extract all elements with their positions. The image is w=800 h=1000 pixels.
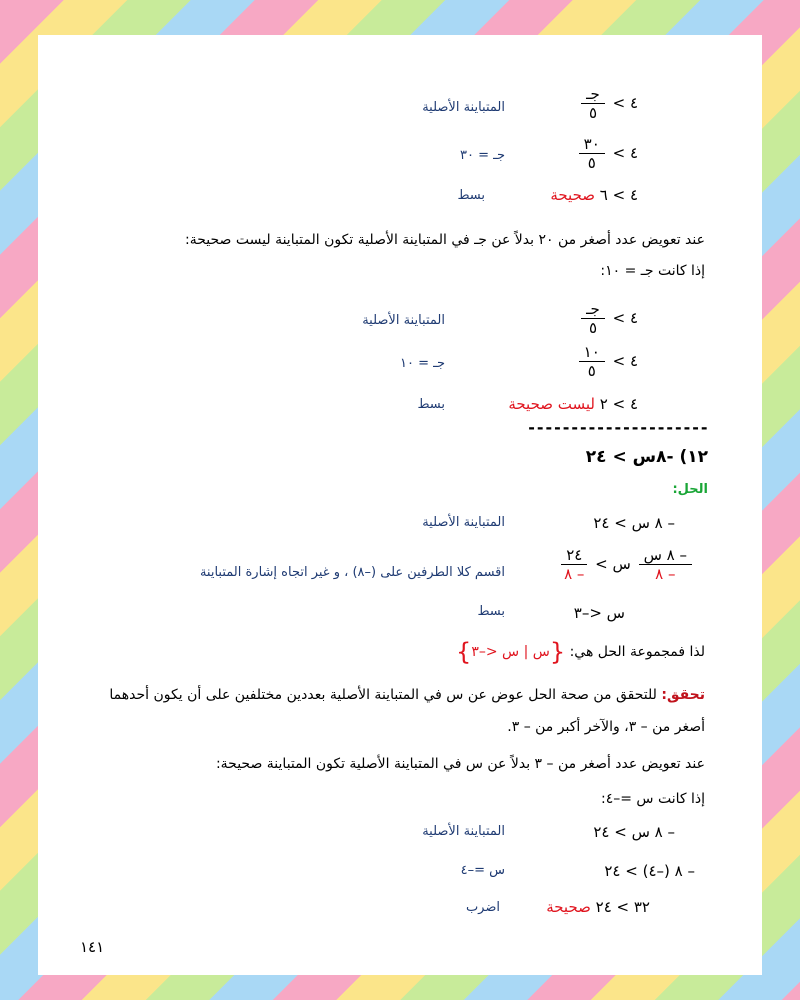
note: س =–٤ bbox=[460, 863, 505, 878]
inequality-original bbox=[578, 85, 638, 122]
expression: ٤ > ٦ bbox=[599, 186, 638, 204]
fraction bbox=[579, 135, 605, 172]
fraction bbox=[581, 300, 605, 337]
paragraph: عند تعويض عدد أصغر من ٢٠ بدلاً عن جـ في المتباينة الأصلية تكون المتباينة ليست صحيحة: bbox=[185, 232, 705, 248]
status-false: ليست صحيحة bbox=[508, 395, 595, 413]
solution-set-value: س | س <–٣ bbox=[471, 644, 550, 660]
operator: > bbox=[612, 144, 626, 162]
lhs: ٤ bbox=[629, 144, 638, 162]
paragraph: إذا كانت جـ = ١٠: bbox=[600, 263, 705, 279]
denominator: – ٨ bbox=[564, 565, 585, 583]
note: المتباينة الأصلية bbox=[362, 313, 445, 328]
expression: ٤ > ٢ bbox=[599, 395, 638, 413]
denominator: ٥ bbox=[587, 154, 596, 172]
solution-set-label: لذا فمجموعة الحل هي: bbox=[569, 644, 705, 660]
inequality-divided bbox=[558, 546, 695, 583]
operator: > bbox=[612, 352, 626, 370]
operator: > bbox=[612, 94, 626, 112]
inequality-simplified: س <–٣ bbox=[573, 604, 625, 622]
note: المتباينة الأصلية bbox=[422, 824, 505, 839]
solution-label: الحل: bbox=[672, 482, 708, 497]
denominator: ٥ bbox=[588, 319, 597, 337]
separator: --------------------- bbox=[526, 418, 708, 437]
inequality-simplified bbox=[550, 186, 638, 204]
inequality-substituted bbox=[576, 135, 638, 172]
brace: } bbox=[456, 638, 472, 666]
denominator: – ٨ bbox=[655, 565, 676, 583]
page-number: ١٤١ bbox=[80, 938, 105, 956]
check-label: تحقق: bbox=[661, 687, 705, 703]
note: بسط bbox=[457, 188, 485, 203]
fraction bbox=[579, 343, 605, 380]
note: جـ = ٣٠ bbox=[460, 148, 505, 163]
numerator: جـ bbox=[581, 300, 605, 319]
inequality-substituted bbox=[576, 343, 638, 380]
status-true: صحيحة bbox=[550, 186, 595, 204]
inequality-original bbox=[578, 300, 638, 337]
fraction bbox=[561, 546, 587, 583]
inequality-simplified bbox=[546, 898, 650, 916]
note: جـ = ١٠ bbox=[400, 356, 445, 371]
note: اضرب bbox=[465, 900, 500, 915]
status-true: صحيحة bbox=[546, 898, 591, 916]
problem-title: ١٢) -٨س > ٢٤ bbox=[585, 447, 708, 467]
note: اقسم كلا الطرفين على (–٨) ، و غير اتجاه إشارة المتباينة bbox=[199, 565, 505, 580]
brace: { bbox=[549, 638, 566, 666]
fraction bbox=[581, 85, 605, 122]
lhs: ٤ bbox=[629, 309, 638, 327]
numerator: ١٠ bbox=[579, 343, 605, 362]
expression: ٣٢ > ٢٤ bbox=[595, 898, 650, 916]
inequality-original: – ٨ س > ٢٤ bbox=[593, 823, 675, 841]
numerator: – ٨ س bbox=[639, 546, 692, 565]
operator: > bbox=[612, 309, 626, 327]
numerator: جـ bbox=[581, 85, 605, 104]
solution-set bbox=[456, 638, 705, 666]
denominator: ٥ bbox=[588, 104, 597, 122]
inequality-substituted: – ٨ (–٤) > ٢٤ bbox=[604, 862, 695, 880]
note: بسط bbox=[477, 604, 505, 619]
numerator: ٣٠ bbox=[579, 135, 605, 154]
paragraph: إذا كانت س =–٤: bbox=[600, 791, 705, 807]
note: بسط bbox=[417, 397, 445, 412]
inequality-original: – ٨ س > ٢٤ bbox=[593, 514, 675, 532]
numerator: ٢٤ bbox=[561, 546, 587, 565]
variable: س bbox=[612, 555, 631, 573]
paragraph: أصغر من – ٣، والآخر أكبر من – ٣. bbox=[507, 719, 705, 735]
check-paragraph bbox=[109, 687, 705, 703]
operator: > bbox=[595, 555, 608, 573]
denominator: ٥ bbox=[587, 362, 596, 380]
fraction bbox=[639, 546, 692, 583]
paragraph: عند تعويض عدد أصغر من – ٣ بدلاً عن س في المتباينة الأصلية تكون المتباينة صحيحة: bbox=[215, 756, 705, 772]
check-text: للتحقق من صحة الحل عوض عن س في المتباينة الأصلية بعددين مختلفين على أن يكون أحدهما bbox=[109, 687, 657, 703]
inequality-simplified bbox=[508, 395, 638, 413]
note: المتباينة الأصلية bbox=[422, 100, 505, 115]
lhs: ٤ bbox=[629, 352, 638, 370]
lhs: ٤ bbox=[629, 94, 638, 112]
note: المتباينة الأصلية bbox=[422, 515, 505, 530]
